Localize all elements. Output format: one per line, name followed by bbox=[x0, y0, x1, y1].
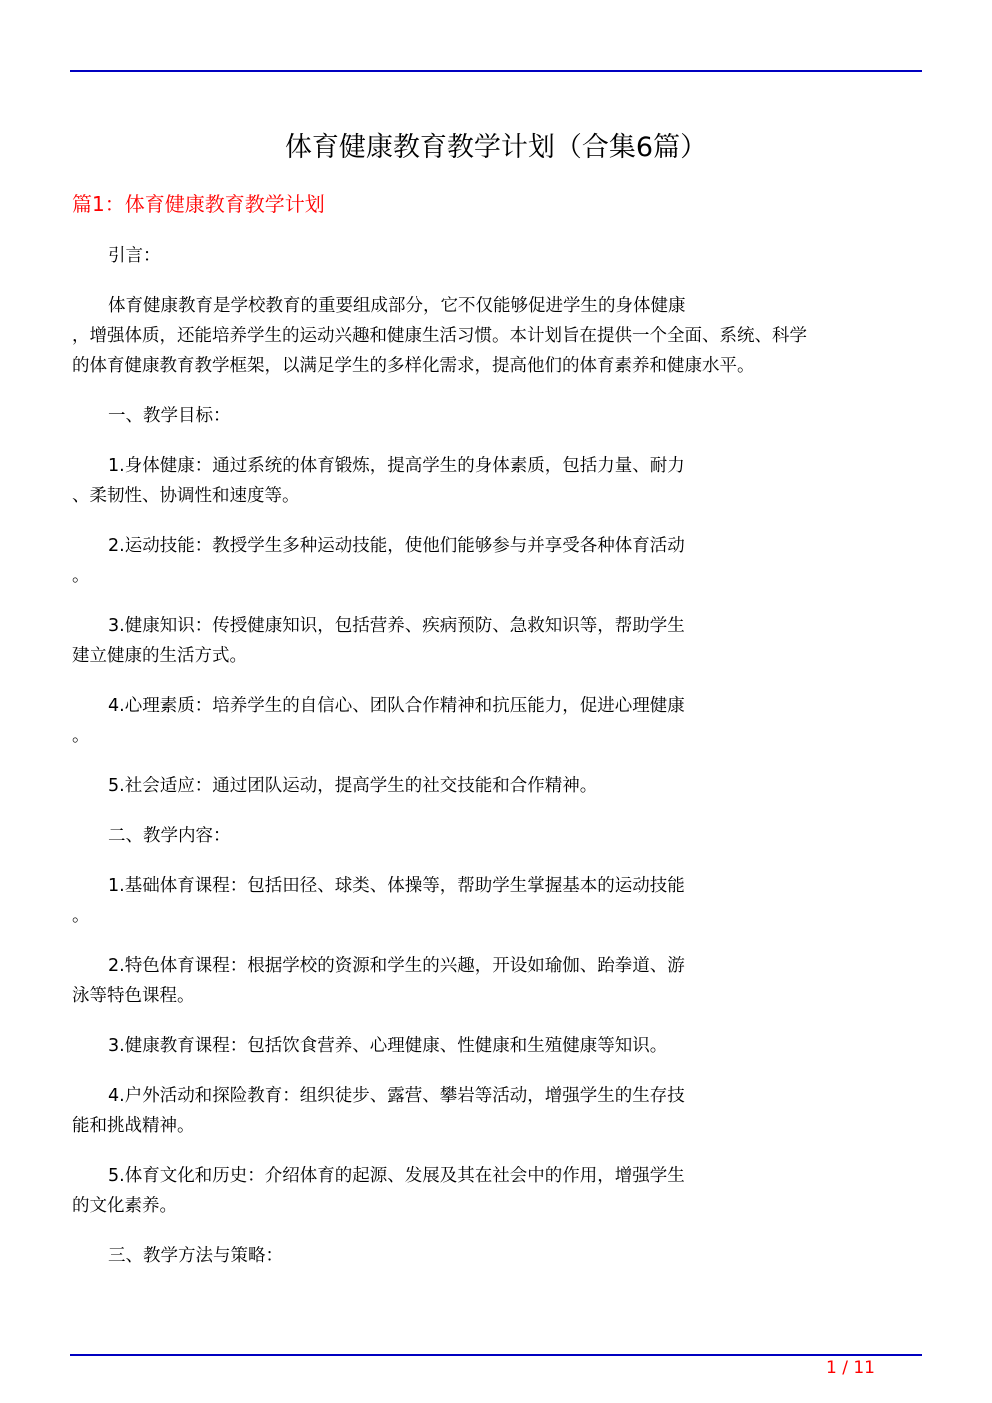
text-line: 2.特色体育课程：根据学校的资源和学生的兴趣，开设如瑜伽、跆拳道、游 bbox=[108, 956, 685, 976]
text-line: 能和挑战精神。 bbox=[72, 1116, 195, 1136]
paragraph bbox=[72, 771, 922, 801]
paragraph bbox=[72, 291, 922, 381]
paragraph bbox=[72, 871, 922, 931]
text-line: 引言： bbox=[108, 246, 161, 266]
text-line: ，增强体质，还能培养学生的运动兴趣和健康生活习惯。本计划旨在提供一个全面、系统、科学 bbox=[72, 326, 807, 346]
paragraph bbox=[72, 1031, 922, 1061]
text-line: 。 bbox=[72, 566, 90, 586]
paragraph bbox=[72, 1161, 922, 1221]
text-line: 。 bbox=[72, 906, 90, 926]
text-line: 体育健康教育是学校教育的重要组成部分，它不仅能够促进学生的身体健康 bbox=[108, 296, 686, 316]
text-line: 。 bbox=[72, 726, 90, 746]
paragraph bbox=[72, 691, 922, 751]
text-line: 5.社会适应：通过团队运动，提高学生的社交技能和合作精神。 bbox=[108, 776, 598, 796]
paragraph bbox=[72, 821, 922, 851]
text-line: 建立健康的生活方式。 bbox=[72, 646, 247, 666]
paragraph bbox=[72, 241, 922, 271]
text-line: 一、教学目标： bbox=[108, 406, 231, 426]
text-line: 二、教学内容： bbox=[108, 826, 231, 846]
section-heading: 篇1：体育健康教育教学计划 bbox=[72, 192, 325, 216]
document-title: 体育健康教育教学计划（合集6篇） bbox=[284, 132, 708, 163]
text-line: 2.运动技能：教授学生多种运动技能，使他们能够参与并享受各种体育活动 bbox=[108, 536, 685, 556]
paragraph bbox=[72, 1241, 922, 1271]
paragraph bbox=[72, 611, 922, 671]
header-rule bbox=[70, 70, 922, 72]
text-line: 泳等特色课程。 bbox=[72, 986, 195, 1006]
text-line: 5.体育文化和历史：介绍体育的起源、发展及其在社会中的作用，增强学生 bbox=[108, 1166, 685, 1186]
text-line: 3.健康教育课程：包括饮食营养、心理健康、性健康和生殖健康等知识。 bbox=[108, 1036, 668, 1056]
footer-rule bbox=[70, 1354, 922, 1356]
document-body bbox=[72, 241, 922, 1291]
text-line: 三、教学方法与策略： bbox=[108, 1246, 283, 1266]
paragraph bbox=[72, 531, 922, 591]
paragraph bbox=[72, 951, 922, 1011]
text-line: 4.户外活动和探险教育：组织徒步、露营、攀岩等活动，增强学生的生存技 bbox=[108, 1086, 685, 1106]
text-line: 的体育健康教育教学框架，以满足学生的多样化需求，提高他们的体育素养和健康水平。 bbox=[72, 356, 755, 376]
text-line: 1.身体健康：通过系统的体育锻炼，提高学生的身体素质，包括力量、耐力 bbox=[108, 456, 685, 476]
text-line: 3.健康知识：传授健康知识，包括营养、疾病预防、急救知识等，帮助学生 bbox=[108, 616, 685, 636]
page-number: 1 / 11 bbox=[826, 1358, 875, 1378]
paragraph bbox=[72, 451, 922, 511]
paragraph bbox=[72, 1081, 922, 1141]
text-line: 、柔韧性、协调性和速度等。 bbox=[72, 486, 300, 506]
text-line: 4.心理素质：培养学生的自信心、团队合作精神和抗压能力，促进心理健康 bbox=[108, 696, 685, 716]
paragraph bbox=[72, 401, 922, 431]
text-line: 的文化素养。 bbox=[72, 1196, 177, 1216]
text-line: 1.基础体育课程：包括田径、球类、体操等，帮助学生掌握基本的运动技能 bbox=[108, 876, 685, 896]
